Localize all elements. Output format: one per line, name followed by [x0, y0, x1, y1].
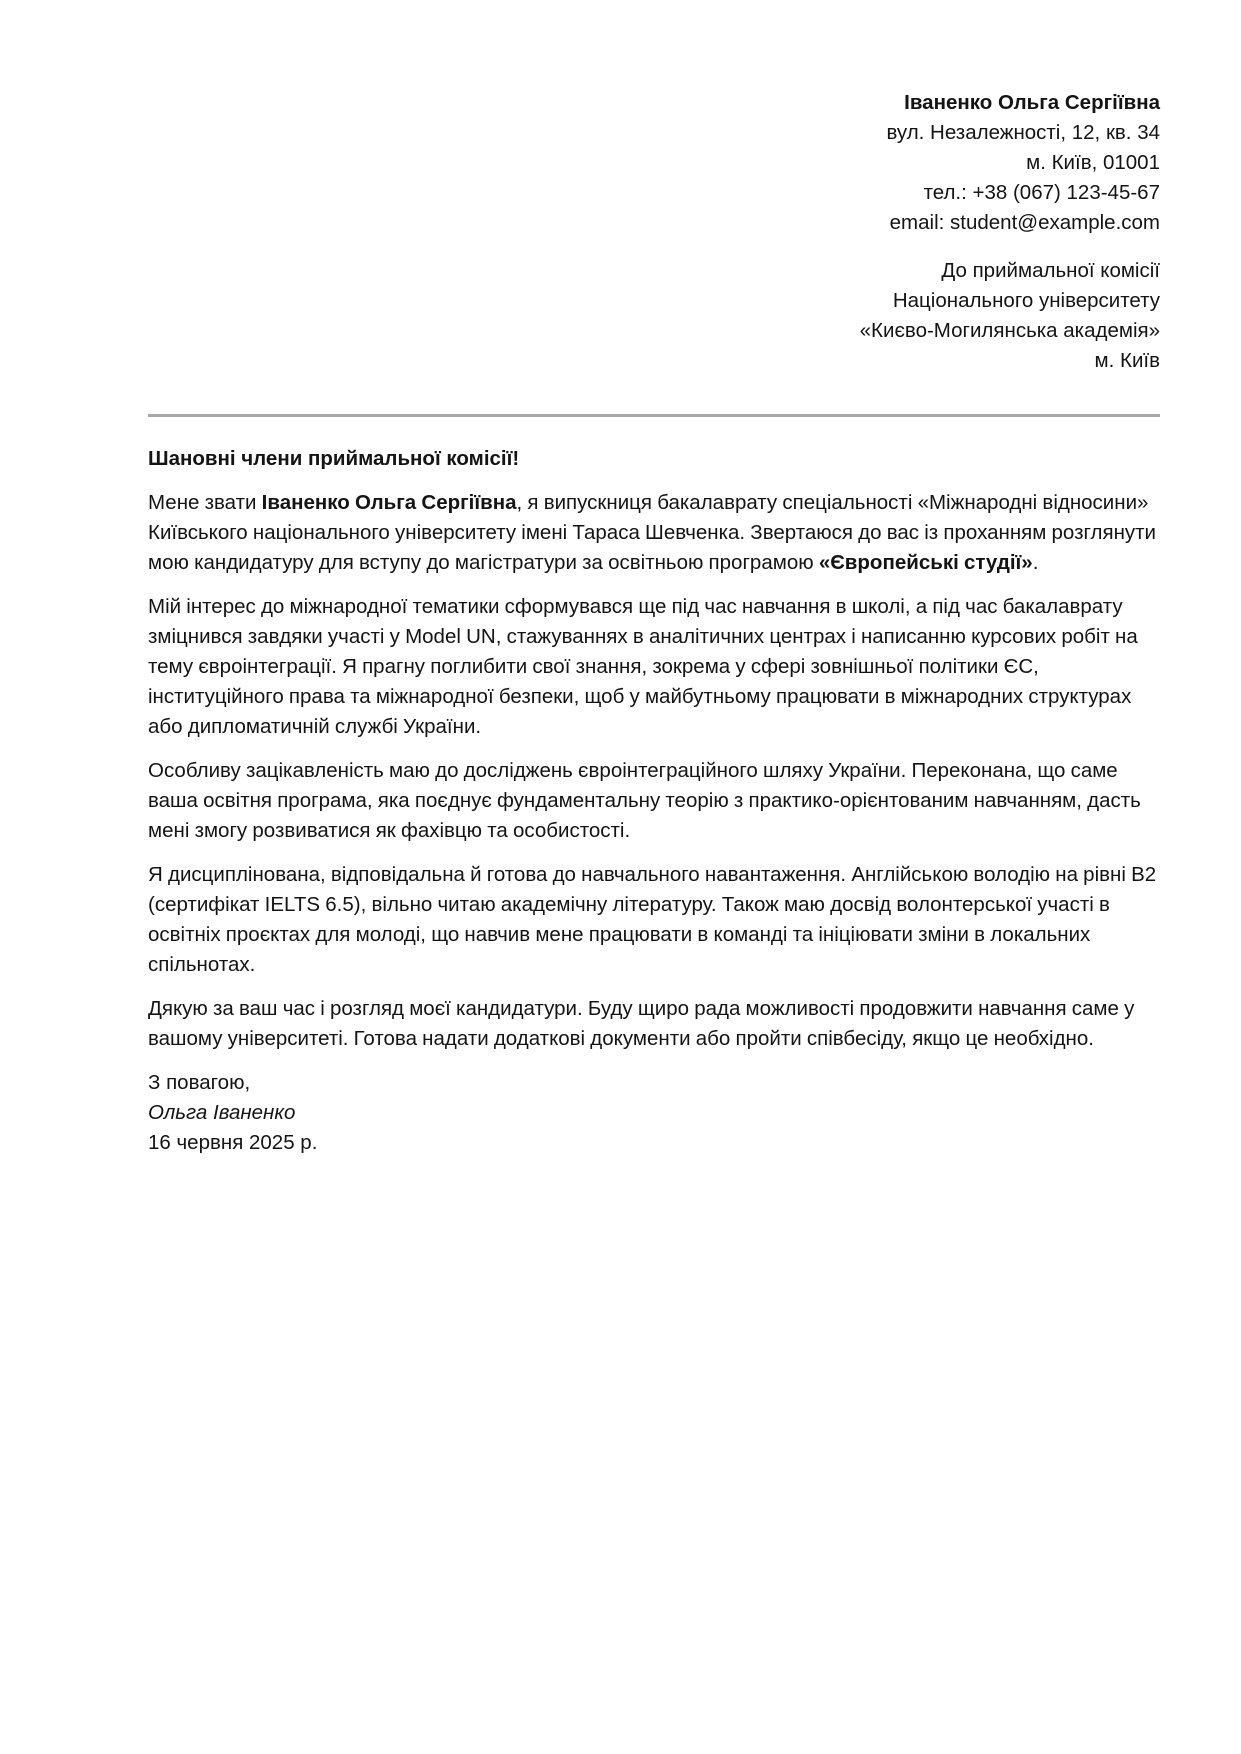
sender-name: Іваненко Ольга Сергіївна — [904, 91, 1160, 114]
paragraph-intro — [148, 488, 1160, 578]
header-divider — [148, 414, 1160, 417]
closing-block — [148, 1068, 1160, 1158]
sender-city: м. Київ, 01001 — [1026, 151, 1160, 174]
applicant-name: Іваненко Ольга Сергіївна — [261, 491, 517, 514]
sender-phone: тел.: +38 (067) 123-45-67 — [923, 181, 1160, 204]
paragraph-skills: Я дисциплінована, відповідальна й готова до навчального навантаження. Англійською володію на рівні B2 (сертифікат IELTS 6.5), вільно читаю академічну літературу. Також маю досвід волонтерської участі в освітніх проєктах для молоді, що навчив мене працювати в команді та ініціювати зміни в локальних спільнотах. — [148, 863, 1157, 976]
recipient-line: До приймальної комісії — [941, 259, 1160, 282]
text: . — [1032, 551, 1039, 574]
paragraph-motivation: Особливу зацікавленість маю до досліджень євроінтеграційного шляху України. Переконана, що саме ваша освітня програма, яка поєднує фундаментальну теорію з практико-орієнтованим навчанням, дасть мені змогу розвиватися як фахівцю та особистості. — [148, 759, 1141, 842]
recipient-line: Національного університету — [892, 289, 1160, 312]
recipient-block — [148, 256, 1160, 376]
text: , я випускниця бакалаврату спеціальності «Міжнародні відносини» Київського національного університету імені Тараса Шевченка. Звертаюся до вас із проханням розглянути мою кандидатуру для вступу до магістратури за освітньою програмою — [148, 491, 1156, 574]
letter-greeting: Шановні члени приймальної комісії! — [148, 447, 520, 470]
signature: Ольга Іваненко — [148, 1101, 296, 1124]
closing-salutation: З повагою, — [148, 1071, 251, 1094]
text: Мене звати — [148, 491, 262, 514]
recipient-line: «Києво-Могилянська академія» — [859, 319, 1160, 342]
sender-address: вул. Незалежності, 12, кв. 34 — [886, 121, 1160, 144]
program-name: «Європейські студії» — [818, 551, 1033, 574]
sender-email: email: student@example.com — [889, 211, 1160, 234]
paragraph-thanks: Дякую за ваш час і розгляд моєї кандидатури. Буду щиро рада можливості продовжити навчання саме у вашому університеті. Готова надати додаткові документи або пройти співбесіду, якщо це необхідно. — [148, 997, 1135, 1050]
paragraph-interest: Мій інтерес до міжнародної тематики сформувався ще під час навчання в школі, а під час бакалаврату зміцнився завдяки участі у Model UN, стажуваннях в аналітичних центрах і написанню курсових робіт на тему євроінтеграції. Я прагну поглибити свої знання, зокрема у сфері зовнішньої політики ЄС, інституційного права та міжнародної безпеки, щоб у майбутньому працювати в міжнародних структурах або дипломатичній службі України. — [148, 595, 1138, 738]
recipient-line: м. Київ — [1094, 349, 1160, 372]
letter-date: 16 червня 2025 р. — [148, 1131, 318, 1154]
letter-page — [148, 88, 1160, 1158]
sender-block — [148, 88, 1160, 238]
